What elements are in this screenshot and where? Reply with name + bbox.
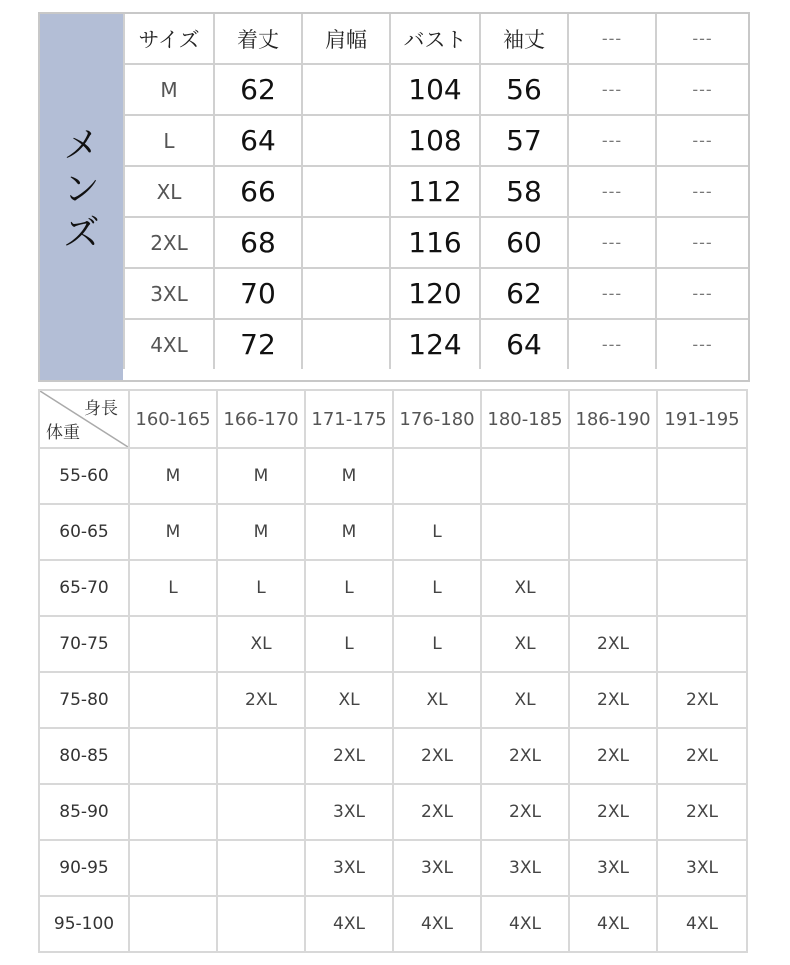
size-row — [124, 319, 748, 369]
size-value-cell: --- — [568, 217, 656, 268]
recommended-size-cell: M — [129, 504, 217, 560]
recommended-size-cell — [657, 560, 747, 616]
size-row — [124, 268, 748, 319]
height-range-cell: 166-170 — [217, 390, 305, 448]
size-value-cell: --- — [656, 166, 748, 217]
recommended-size-cell: 2XL — [569, 728, 657, 784]
size-header-cell: サイズ — [124, 14, 214, 64]
recommended-size-cell: 2XL — [305, 728, 393, 784]
recommended-size-cell — [481, 504, 569, 560]
recommended-size-cell: 2XL — [481, 784, 569, 840]
size-value-cell — [302, 319, 390, 369]
weight-range-cell: 75-80 — [39, 672, 129, 728]
fit-corner-cell — [39, 390, 129, 448]
size-value-cell: 57 — [480, 115, 568, 166]
size-header-row — [124, 14, 748, 64]
recommended-size-cell — [393, 448, 481, 504]
recommended-size-cell — [129, 896, 217, 952]
recommended-size-cell: 3XL — [569, 840, 657, 896]
size-value-cell: --- — [568, 319, 656, 369]
fit-row — [39, 896, 747, 952]
size-value-cell: --- — [656, 64, 748, 115]
size-value-cell — [302, 115, 390, 166]
recommended-size-cell: XL — [481, 560, 569, 616]
recommended-size-cell: 2XL — [657, 784, 747, 840]
recommended-size-cell — [217, 840, 305, 896]
recommended-size-cell — [129, 616, 217, 672]
fit-row — [39, 504, 747, 560]
recommended-size-cell: M — [129, 448, 217, 504]
size-value-cell: 62 — [214, 64, 302, 115]
size-value-cell: 64 — [480, 319, 568, 369]
size-row — [124, 217, 748, 268]
size-name-cell: XL — [124, 166, 214, 217]
fit-chart-table — [38, 389, 748, 953]
size-value-cell: --- — [568, 115, 656, 166]
recommended-size-cell: XL — [481, 616, 569, 672]
height-range-cell: 160-165 — [129, 390, 217, 448]
size-value-cell: --- — [656, 268, 748, 319]
recommended-size-cell — [569, 504, 657, 560]
recommended-size-cell — [217, 728, 305, 784]
recommended-size-cell — [129, 672, 217, 728]
recommended-size-cell: 2XL — [393, 728, 481, 784]
recommended-size-cell: 2XL — [393, 784, 481, 840]
size-value-cell — [302, 217, 390, 268]
recommended-size-cell: M — [217, 504, 305, 560]
recommended-size-cell — [569, 560, 657, 616]
size-row — [124, 64, 748, 115]
recommended-size-cell: 3XL — [481, 840, 569, 896]
recommended-size-cell: M — [217, 448, 305, 504]
recommended-size-cell: L — [393, 504, 481, 560]
size-header-cell: 肩幅 — [302, 14, 390, 64]
size-value-cell: 58 — [480, 166, 568, 217]
size-header-cell: 着丈 — [214, 14, 302, 64]
height-range-cell: 171-175 — [305, 390, 393, 448]
size-value-cell: --- — [656, 217, 748, 268]
recommended-size-cell — [481, 448, 569, 504]
size-row — [124, 115, 748, 166]
size-value-cell: --- — [656, 115, 748, 166]
recommended-size-cell — [129, 840, 217, 896]
weight-range-cell: 95-100 — [39, 896, 129, 952]
weight-range-cell: 60-65 — [39, 504, 129, 560]
recommended-size-cell: L — [305, 616, 393, 672]
size-name-cell: 3XL — [124, 268, 214, 319]
recommended-size-cell: L — [217, 560, 305, 616]
recommended-size-cell — [657, 504, 747, 560]
height-range-cell: 191-195 — [657, 390, 747, 448]
recommended-size-cell — [217, 896, 305, 952]
mens-label: メ ン ズ — [63, 125, 100, 254]
recommended-size-cell: XL — [305, 672, 393, 728]
size-value-cell — [302, 166, 390, 217]
recommended-size-cell: 3XL — [305, 840, 393, 896]
size-value-cell: 104 — [390, 64, 480, 115]
weight-range-cell: 85-90 — [39, 784, 129, 840]
recommended-size-cell: 2XL — [569, 672, 657, 728]
weight-range-cell: 65-70 — [39, 560, 129, 616]
recommended-size-cell: L — [393, 560, 481, 616]
height-range-cell: 180-185 — [481, 390, 569, 448]
fit-row — [39, 560, 747, 616]
size-header-cell: --- — [568, 14, 656, 64]
size-value-cell: 120 — [390, 268, 480, 319]
recommended-size-cell: L — [305, 560, 393, 616]
size-name-cell: L — [124, 115, 214, 166]
height-range-cell: 186-190 — [569, 390, 657, 448]
weight-range-cell: 70-75 — [39, 616, 129, 672]
size-value-cell: 68 — [214, 217, 302, 268]
weight-range-cell: 55-60 — [39, 448, 129, 504]
recommended-size-cell: 4XL — [393, 896, 481, 952]
recommended-size-cell: 3XL — [305, 784, 393, 840]
size-value-cell: --- — [568, 166, 656, 217]
size-value-cell: 72 — [214, 319, 302, 369]
recommended-size-cell: 2XL — [481, 728, 569, 784]
recommended-size-cell — [217, 784, 305, 840]
recommended-size-cell: 2XL — [657, 728, 747, 784]
recommended-size-cell: 3XL — [393, 840, 481, 896]
size-value-cell: 124 — [390, 319, 480, 369]
recommended-size-cell — [129, 784, 217, 840]
recommended-size-cell: 2XL — [569, 616, 657, 672]
recommended-size-cell: 3XL — [657, 840, 747, 896]
recommended-size-cell: 4XL — [569, 896, 657, 952]
recommended-size-cell: 2XL — [657, 672, 747, 728]
recommended-size-cell: 2XL — [217, 672, 305, 728]
height-label: 身長 — [84, 399, 118, 419]
recommended-size-cell: XL — [393, 672, 481, 728]
weight-label: 体重 — [46, 423, 80, 443]
fit-row — [39, 672, 747, 728]
size-value-cell — [302, 64, 390, 115]
size-value-cell: --- — [568, 64, 656, 115]
recommended-size-cell — [569, 448, 657, 504]
size-chart — [38, 12, 750, 382]
size-value-cell: 60 — [480, 217, 568, 268]
size-value-cell: 62 — [480, 268, 568, 319]
mens-label-panel — [40, 14, 123, 380]
size-name-cell: 2XL — [124, 217, 214, 268]
recommended-size-cell: M — [305, 448, 393, 504]
fit-row — [39, 728, 747, 784]
recommended-size-cell: M — [305, 504, 393, 560]
size-name-cell: 4XL — [124, 319, 214, 369]
recommended-size-cell — [129, 728, 217, 784]
weight-range-cell: 90-95 — [39, 840, 129, 896]
fit-row — [39, 448, 747, 504]
recommended-size-cell: L — [129, 560, 217, 616]
recommended-size-cell: XL — [481, 672, 569, 728]
recommended-size-cell: XL — [217, 616, 305, 672]
size-value-cell: 66 — [214, 166, 302, 217]
size-header-cell: バスト — [390, 14, 480, 64]
size-value-cell — [302, 268, 390, 319]
fit-row — [39, 616, 747, 672]
size-value-cell: 108 — [390, 115, 480, 166]
size-header-cell: 袖丈 — [480, 14, 568, 64]
weight-range-cell: 80-85 — [39, 728, 129, 784]
recommended-size-cell: 4XL — [481, 896, 569, 952]
fit-row — [39, 784, 747, 840]
size-value-cell: --- — [656, 319, 748, 369]
fit-header-row — [39, 390, 747, 448]
size-row — [124, 166, 748, 217]
size-name-cell: M — [124, 64, 214, 115]
size-table — [123, 14, 748, 369]
size-value-cell: 56 — [480, 64, 568, 115]
recommended-size-cell: 4XL — [657, 896, 747, 952]
recommended-size-cell: L — [393, 616, 481, 672]
size-value-cell: 70 — [214, 268, 302, 319]
height-range-cell: 176-180 — [393, 390, 481, 448]
size-value-cell: 64 — [214, 115, 302, 166]
recommended-size-cell: 4XL — [305, 896, 393, 952]
recommended-size-cell: 2XL — [569, 784, 657, 840]
size-header-cell: --- — [656, 14, 748, 64]
size-value-cell: 116 — [390, 217, 480, 268]
size-value-cell: --- — [568, 268, 656, 319]
recommended-size-cell — [657, 448, 747, 504]
fit-row — [39, 840, 747, 896]
recommended-size-cell — [657, 616, 747, 672]
size-value-cell: 112 — [390, 166, 480, 217]
